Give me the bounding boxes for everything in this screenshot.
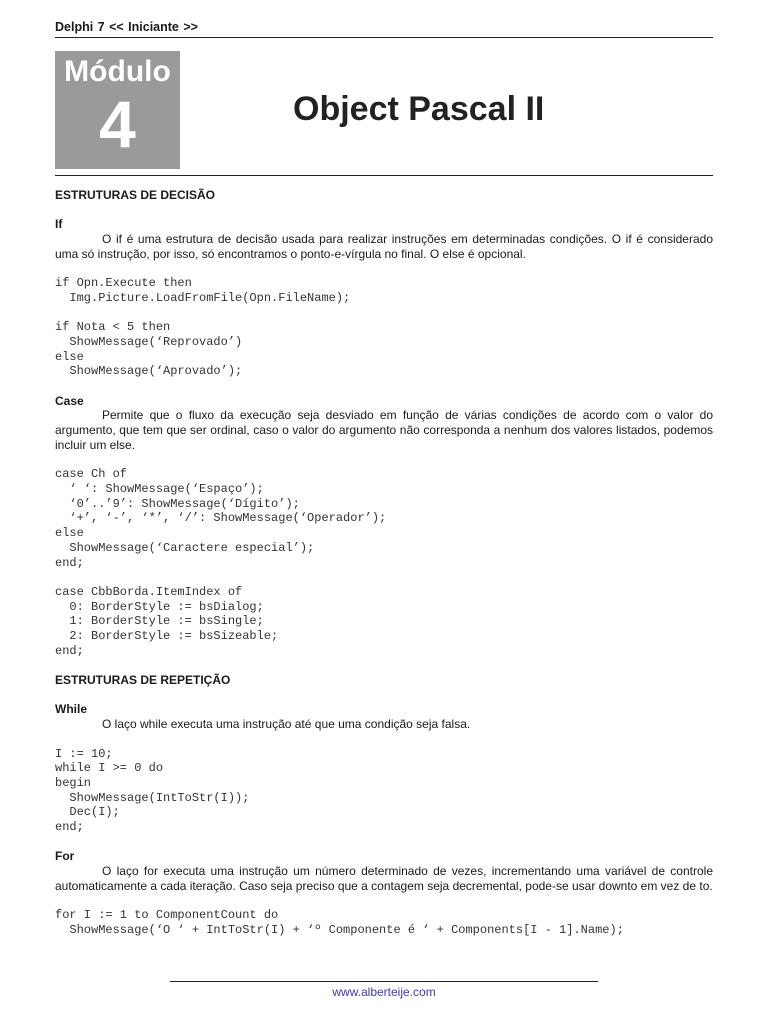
header-rule [55,37,713,38]
section-heading-decision: ESTRUTURAS DE DECISÃO [55,188,216,202]
if-code-example-2: if Nota < 5 then ShowMessage(‘Reprovado’) else ShowMessage(‘Aprovado’); [55,320,243,379]
page-header: Delphi 7 << Iniciante >> [55,20,198,34]
for-paragraph: O laço for executa uma instrução um número determinado de vezes, incrementando uma variável de controle automaticamente a cada iteração. Caso seja preciso que a contagem seja decremental, pode-se usar downto em vez de to. [55,864,713,893]
while-paragraph: O laço while executa uma instrução até que uma condição seja falsa. [102,717,471,732]
module-number: 4 [99,87,136,161]
module-label: Módulo [64,55,171,88]
module-badge [55,51,180,169]
case-code-example-1: case Ch of ‘ ‘: ShowMessage(‘Espaço’); ‘0’..’9’: ShowMessage(‘Dígito’); ‘+’, ‘-’, ‘*’, ‘/’: ShowMessage(‘Operador’); else ShowMessage(‘Caractere especial’); end; [55,467,387,570]
title-rule [55,175,713,176]
while-heading: While [55,702,87,717]
if-paragraph: O if é uma estrutura de decisão usada para realizar instruções em determinadas condições. O if é considerado uma só instrução, por isso, só encontramos o ponto-e-vírgula no final. O else é opcional. [55,232,713,261]
if-heading: If [55,217,63,232]
document-body [55,188,713,952]
footer-rule [170,981,598,982]
section-heading-repetition: ESTRUTURAS DE REPETIÇÃO [55,673,231,688]
for-heading: For [55,849,75,864]
while-code-example: I := 10; while I >= 0 do begin ShowMessage(IntToStr(I)); Dec(I); end; [55,746,250,835]
if-code-example-1: if Opn.Execute then Img.Picture.LoadFromFile(Opn.FileName); [55,276,351,305]
page-title: Object Pascal II [293,90,545,128]
case-heading: Case [55,393,84,408]
case-code-example-2: case CbbBorda.ItemIndex of 0: BorderStyle := bsDialog; 1: BorderStyle := bsSingle; 2: BorderStyle := bsSizeable; end; [55,584,279,658]
case-paragraph: Permite que o fluxo da execução seja desviado em função de várias condições de acordo com o valor do argumento, que tem que ser ordinal, caso o valor do argumento não corresponda a nenhum dos valores listados, podemos incluir um else. [55,408,713,452]
for-code-example: for I := 1 to ComponentCount do ShowMessage(‘O ‘ + IntToStr(I) + ‘º Componente é ‘ + Components[I - 1].Name); [55,908,624,937]
footer-link[interactable]: www.alberteije.com [332,985,436,999]
